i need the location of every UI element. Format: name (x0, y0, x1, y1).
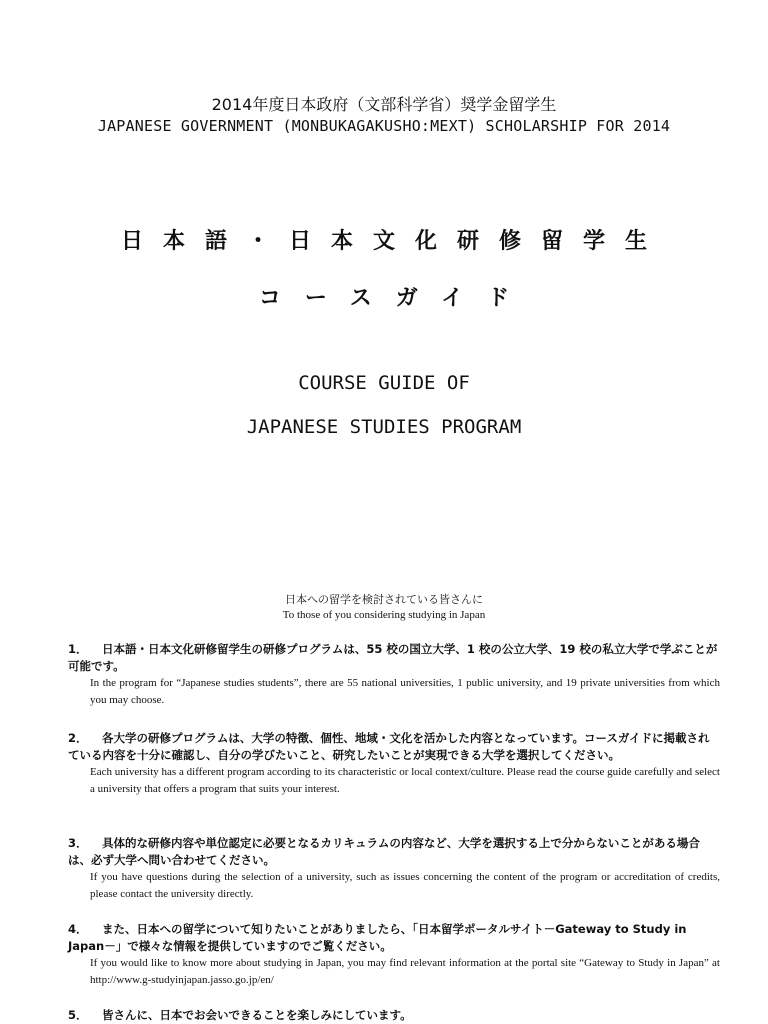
list-item-japanese-text: 皆さんに、日本でお会いできることを楽しみにしています。 (102, 1008, 412, 1022)
list-item-number: 4． (68, 922, 88, 936)
list-item-japanese (68, 835, 720, 869)
title-japanese-line2: コースガイド (258, 286, 534, 311)
list-item (68, 835, 720, 903)
list-item-japanese-text: 具体的な研修内容や単位認定に必要となるカリキュラムの内容など、大学を選択する上で分からないことがある場合は、必ず大学へ問い合わせてください。 (68, 836, 700, 867)
list-item-english: In the program for “Japanese studies students”, there are 55 national universities, 1 public university, and 19 private universities from which you may choose. (90, 677, 720, 706)
header-japanese: 2014年度日本政府（文部科学省）奨学金留学生 (211, 95, 557, 114)
intro-japanese: 日本への留学を検討されている皆さんに (285, 593, 483, 606)
list-item-number: 1． (68, 642, 88, 656)
intro-english: To those of you considering studying in Japan (282, 609, 486, 621)
list-item (68, 730, 720, 798)
title-english-line1: COURSE GUIDE OF (298, 372, 470, 394)
list-item-english: If you have questions during the selection of a university, such as issues concerning the content of the program or accreditation of credits, please contact the university directly. (90, 871, 720, 900)
list-item-japanese (68, 921, 720, 955)
list-item-number: 2． (68, 731, 88, 745)
list-item-japanese-text: 各大学の研修プログラムは、大学の特徴、個性、地域・文化を活かした内容となっています。コースガイドに掲載されている内容を十分に確認し、自分の学びたいこと、研究したいことが実現できる大学を選択してください。 (68, 731, 710, 762)
title-english-line2: JAPANESE STUDIES PROGRAM (246, 416, 522, 438)
header-english: JAPANESE GOVERNMENT (MONBUKAGAKUSHO:MEXT) SCHOLARSHIP FOR 2014 (97, 117, 671, 135)
list-item-english: Each university has a different program according to its characteristic or local context/culture. Please read the course guide carefully and select a university that offers a program that suits your interest. (90, 766, 720, 795)
list-item-japanese (68, 641, 720, 675)
list-item-japanese-text: また、日本への留学について知りたいことがありましたら、「日本留学ポータルサイト－Gateway to Study in Japan－」で様々な情報を提供していますのでご覧ください。 (68, 922, 687, 953)
list-item-japanese (68, 1007, 720, 1024)
list-item (68, 921, 720, 989)
list-item-japanese-text: 日本語・日本文化研修留学生の研修プログラムは、55 校の国立大学、1 校の公立大学、19 校の私立大学で学ぶことが可能です。 (68, 642, 718, 673)
list-item (68, 641, 720, 709)
list-item-number: 3． (68, 836, 88, 850)
list-item-english: If you would like to know more about studying in Japan, you may find relevant information at the portal site “Gateway to Study in Japan” at http://www.g-studyinjapan.jasso.go.jp/en/ (90, 957, 720, 986)
list-item-japanese (68, 730, 720, 764)
list-item-number: 5． (68, 1008, 88, 1022)
title-japanese-line1: 日本語・日本文化研修留学生 (120, 229, 667, 254)
list-item (68, 1007, 720, 1024)
